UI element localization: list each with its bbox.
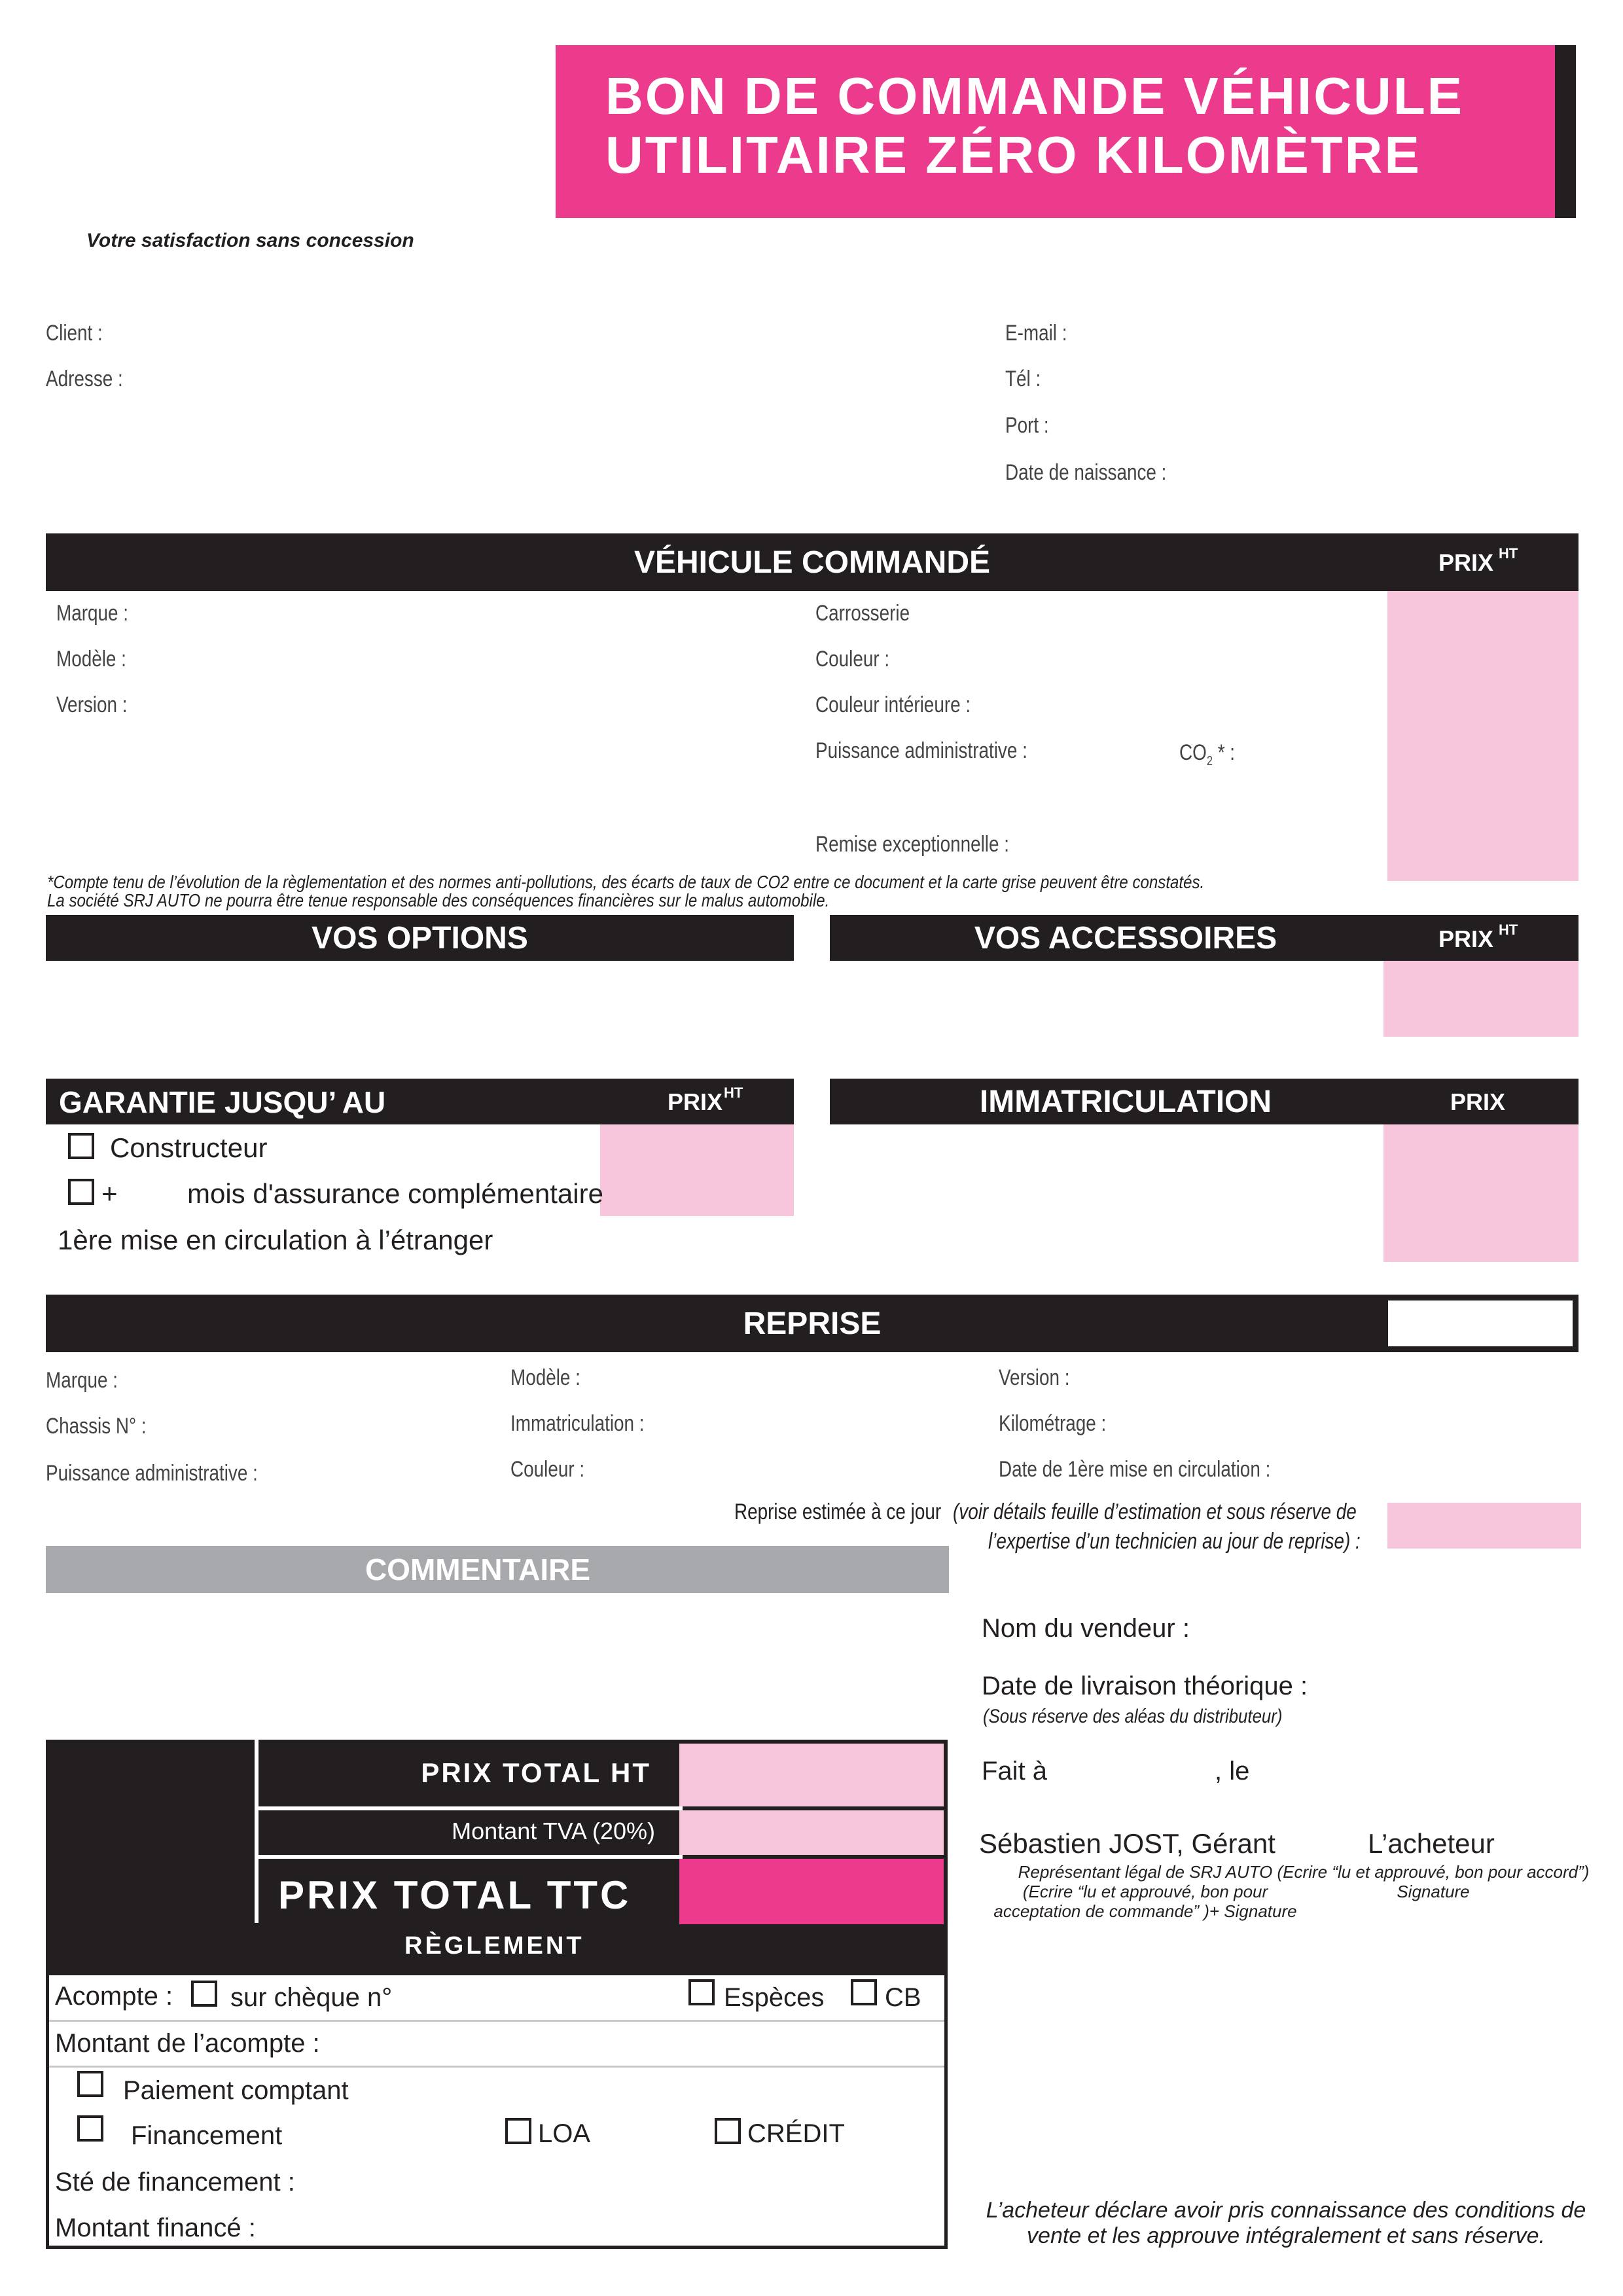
tagline: Votre satisfaction sans concession [86, 230, 414, 251]
livraison-label: Date de livraison théorique : [982, 1672, 1308, 1700]
credit-checkbox[interactable] [715, 2118, 741, 2144]
co2-note-line1: *Compte tenu de l’évolution de la règlementation et des normes anti-pollutions, des écarts de taux de CO2 entre ce document et la carte grise peuvent être constatés. [47, 872, 1205, 892]
payment-divider-1 [49, 2020, 944, 2022]
cheque-checkbox[interactable] [191, 1981, 217, 2007]
immatriculation-title: IMMATRICULATION [979, 1084, 1272, 1119]
garantie-bar [46, 1079, 794, 1124]
reprise-estimee: Reprise estimée à ce jour [734, 1499, 942, 1524]
especes-label: Espèces [724, 1983, 825, 2012]
reprise-puissance: Puissance administrative : [46, 1461, 258, 1486]
tva-box[interactable] [679, 1810, 944, 1855]
livraison-note: (Sous réserve des aléas du distributeur) [983, 1706, 1283, 1727]
immatriculation-prix-box[interactable] [1383, 1124, 1578, 1262]
adresse-label: Adresse : [46, 367, 123, 391]
naissance-label: Date de naissance : [1005, 460, 1167, 485]
signataire-note: Représentant légal de SRJ AUTO (Ecrire “lu et approuvé, bon pour acceptation de commande” )+ Signature [993, 1862, 1297, 1921]
loa-label: LOA [538, 2119, 591, 2148]
assurance-plus: + [101, 1178, 118, 1209]
reprise-value-box[interactable] [1386, 1299, 1575, 1348]
montant-acompte-label: Montant de l’acompte : [55, 2029, 320, 2058]
constructeur-checkbox[interactable] [68, 1133, 94, 1159]
assurance-label: mois d'assurance complémentaire [187, 1178, 603, 1209]
vendeur-label: Nom du vendeur : [982, 1614, 1190, 1643]
accessoires-bar [830, 915, 1578, 961]
assurance-checkbox[interactable] [68, 1179, 94, 1205]
client-label: Client : [46, 321, 103, 346]
reprise-date-circ: Date de 1ère mise en circulation : [999, 1457, 1271, 1482]
financement-label: Financement [131, 2121, 283, 2150]
reprise-bar [46, 1295, 1578, 1352]
email-label: E-mail : [1005, 321, 1067, 346]
garantie-prix: $PRIX^{HT}$ [668, 1085, 743, 1115]
prix-total-ttc-box[interactable] [679, 1859, 944, 1924]
port-label: Port : [1005, 413, 1049, 438]
vehicule-remise: Remise exceptionnelle : [815, 832, 1009, 857]
reprise-immat: Immatriculation : [510, 1411, 645, 1436]
cb-label: CB [885, 1983, 921, 2012]
options-bar [46, 915, 794, 961]
especes-checkbox[interactable] [688, 1979, 715, 2005]
co2-note-line2: La société SRJ AUTO ne pourra être tenue responsable des conséquences financières sur le malus automobile. [47, 890, 830, 910]
reprise-version: Version : [999, 1365, 1070, 1390]
societe-label: Sté de financement : [55, 2168, 295, 2197]
le-label: , le [1215, 1757, 1250, 1785]
tva-label: Montant TVA (20%) [452, 1818, 655, 1844]
reprise-title: REPRISE [743, 1306, 882, 1341]
commentaire-title: COMMENTAIRE [365, 1552, 591, 1587]
totals-divider-h2 [255, 1855, 683, 1859]
prix-total-ht-box[interactable] [679, 1744, 944, 1806]
financement-checkbox[interactable] [77, 2115, 103, 2142]
reprise-estimee-box[interactable] [1387, 1503, 1581, 1549]
accessoires-prix: PRIX $^{HT}$ [1438, 922, 1518, 952]
reprise-marque: Marque : [46, 1368, 118, 1393]
vehicule-modele: Modèle : [56, 647, 126, 672]
header-banner-edge [1555, 45, 1576, 218]
cb-checkbox[interactable] [851, 1979, 877, 2005]
fait-a-label: Fait à [982, 1757, 1048, 1785]
vehicule-version: Version : [56, 692, 128, 717]
tel-label: Tél : [1005, 367, 1041, 391]
options-title: VOS OPTIONS [312, 920, 528, 956]
vehicule-couleur: Couleur : [815, 647, 890, 672]
reprise-kilometrage: Kilométrage : [999, 1411, 1107, 1436]
reprise-estimee-note2: l’expertise d’un technicien au jour de reprise) : [988, 1529, 1361, 1554]
immatriculation-bar [830, 1079, 1578, 1124]
garantie-prix-box[interactable] [600, 1124, 794, 1216]
acheteur-note: (Ecrire “lu et approuvé, bon pour accord”) Signature [1277, 1862, 1590, 1901]
declaration: L’acheteur déclare avoir pris connaissance des conditions de vente et les approuve intégralement et sans réserve. [986, 2198, 1586, 2249]
signataire-name: Sébastien JOST, Gérant [979, 1828, 1275, 1859]
prix-total-ht-label: PRIX TOTAL HT [421, 1757, 651, 1788]
vehicule-couleur-int: Couleur intérieure : [815, 692, 971, 717]
vehicule-prix: PRIX $^{HT}$ [1438, 545, 1518, 576]
header-title-line1: BON DE COMMANDE VÉHICULE [605, 67, 1465, 125]
cheque-label: sur chèque n° [230, 1983, 393, 2012]
acompte-label: Acompte : [55, 1982, 173, 2011]
header-title-line2: UTILITAIRE ZÉRO KILOMÈTRE [605, 126, 1421, 184]
vehicule-co2: $CO_2$ * : [1179, 740, 1236, 768]
comptant-label: Paiement comptant [123, 2076, 349, 2105]
etranger-label: 1ère mise en circulation à l’étranger [58, 1225, 493, 1255]
reprise-chassis: Chassis N° : [46, 1414, 147, 1439]
garantie-title: GARANTIE JUSQU’ AU [59, 1085, 386, 1119]
vehicule-carrosserie: Carrosserie [815, 601, 910, 626]
credit-label: CRÉDIT [747, 2119, 845, 2148]
reprise-estimee-note1: (voir détails feuille d’estimation et sous réserve de [953, 1499, 1357, 1524]
reprise-couleur: Couleur : [510, 1457, 585, 1482]
vehicule-bar [46, 533, 1578, 591]
vehicule-puissance: Puissance administrative : [815, 738, 1027, 763]
accessoires-title: VOS ACCESSOIRES [974, 920, 1277, 956]
loa-checkbox[interactable] [505, 2118, 531, 2144]
vehicule-title: VÉHICULE COMMANDÉ [633, 545, 990, 580]
vehicule-prix-box[interactable] [1387, 591, 1578, 881]
payment-divider-2 [49, 2066, 944, 2068]
constructeur-label: Constructeur [110, 1132, 268, 1163]
comptant-checkbox[interactable] [77, 2071, 103, 2097]
totals-divider-h1 [255, 1806, 683, 1810]
reprise-modele: Modèle : [510, 1365, 580, 1390]
prix-total-ttc-label: PRIX TOTAL TTC [278, 1873, 632, 1917]
accessoires-prix-box[interactable] [1383, 961, 1578, 1037]
reglement-label: RÈGLEMENT [404, 1932, 584, 1960]
acheteur-label: L’acheteur [1368, 1828, 1495, 1859]
vehicule-marque: Marque : [56, 601, 129, 626]
montant-finance-label: Montant financé : [55, 2214, 256, 2242]
header-banner [556, 45, 1555, 218]
commentaire-bar [46, 1546, 949, 1593]
immatriculation-prix: PRIX [1450, 1088, 1506, 1115]
